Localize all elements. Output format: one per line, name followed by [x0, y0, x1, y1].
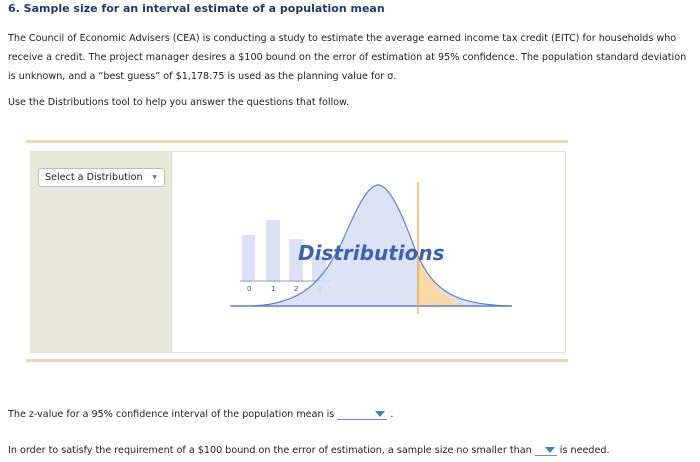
histogram-bar — [266, 220, 280, 282]
axis-tick-label: 1 — [271, 285, 276, 293]
distributions-tool — [30, 151, 566, 353]
histogram-bar — [242, 235, 255, 282]
distributions-title: Distributions — [298, 241, 445, 265]
axis-tick-label: 0 — [247, 285, 252, 293]
q2-suffix: is needed. — [559, 445, 610, 456]
chevron-down-icon: ▼ — [152, 174, 157, 181]
select-distribution-label: Select a Distribution — [45, 172, 143, 183]
question-paragraph: The Council of Economic Advisers (CEA) is conducting a study to estimate the average earned income tax credit (EITC) for households who receive a credit. The project manager desires a $100 bound on the error of estimation at 95% confidence. The population standard deviation is unknown, and a “best guess” of $1,178.75 is used as the planning value for σ. — [8, 33, 687, 82]
q1-suffix: . — [390, 409, 394, 420]
instruction-text: Use the Distributions tool to help you answer the questions that follow. — [8, 97, 350, 108]
q1-prefix: The z-value for a 95% confidence interval of the population mean is — [8, 409, 335, 420]
z-value-dropdown[interactable] — [337, 408, 387, 420]
distributions-graphic — [172, 152, 566, 354]
dropdown-arrow-icon — [545, 447, 555, 453]
dropdown-arrow-icon — [375, 411, 385, 417]
axis-tick-label: 2 — [294, 285, 299, 293]
tool-top-rule — [26, 140, 568, 143]
select-distribution-dropdown[interactable] — [38, 168, 165, 187]
question-title: 6. Sample size for an interval estimate of a population mean — [8, 2, 385, 15]
question-2 — [8, 444, 610, 456]
question-1 — [8, 408, 393, 420]
q2-prefix: In order to satisfy the requirement of a $100 bound on the error of estimation, a sample size no smaller than — [8, 445, 532, 456]
tool-bottom-rule — [26, 359, 568, 362]
tool-side-panel — [31, 152, 172, 352]
distributions-illustration — [172, 152, 566, 354]
sample-size-dropdown[interactable] — [535, 444, 557, 456]
